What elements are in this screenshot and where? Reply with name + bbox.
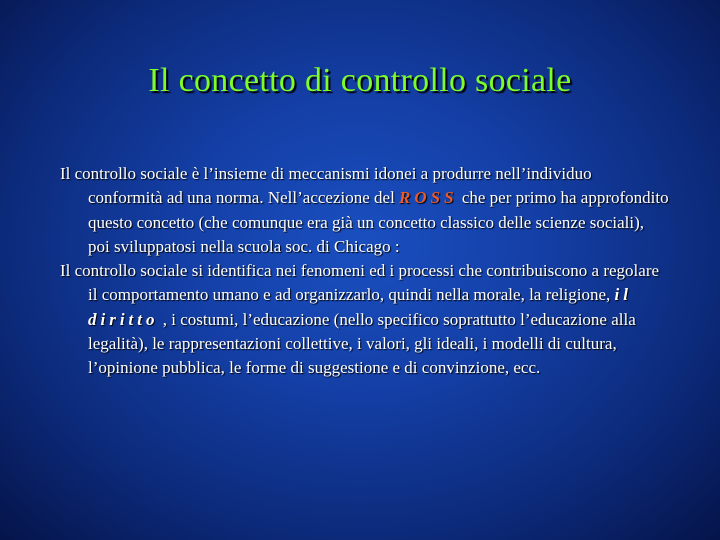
- paragraph-identification-text-start: Il controllo sociale si identifica nei fenomeni ed i processi che contribuiscono a regolare il comportamento umano e ad organizzarlo, quindi nella morale, la religione,: [60, 261, 660, 305]
- ross-emphasis: ROSS: [399, 188, 458, 208]
- paragraph-identification: [60, 259, 670, 380]
- diritto-emphasis: il diritto: [88, 285, 632, 329]
- paragraph-definition-text-end: che per primo ha approfondito questo concetto (che comunque era già un concetto classico delle scienze sociali), poi sviluppatosi nella scuola soc. di Chicago :: [88, 188, 669, 256]
- slide-title: Il concetto di controllo sociale: [148, 62, 572, 99]
- slide-body: [60, 162, 670, 381]
- paragraph-definition-text-start: Il controllo sociale è l’insieme di meccanismi idonei a produrre nell’individuo conformità ad una norma. Nell’accezione del: [60, 164, 592, 208]
- paragraph-identification-text-end: , i costumi, l’educazione (nello specifico soprattutto l’educazione alla legalità), le rappresentazioni collettive, i valori, gli ideali, i modelli di cultura, l’opinione pubblica, le forme di suggestione e di convinzione, ecc.: [88, 309, 636, 378]
- paragraph-definition: [60, 162, 670, 259]
